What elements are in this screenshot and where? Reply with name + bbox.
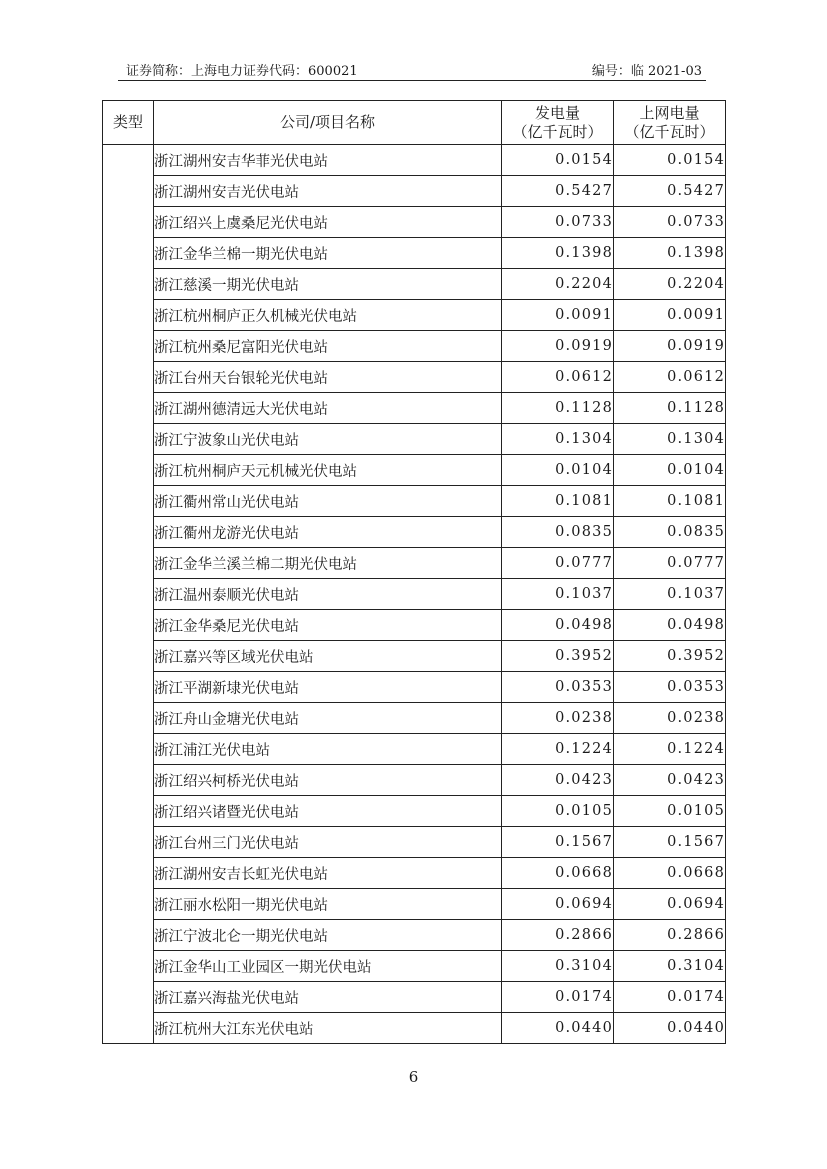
column-header-grid-unit: （亿千瓦时）	[624, 122, 715, 141]
column-header-generation-title: 发电量	[534, 103, 580, 122]
generation-cell: 0.5427	[502, 176, 614, 207]
table-row	[103, 238, 726, 269]
station-name-cell: 浙江宁波象山光伏电站	[154, 424, 502, 455]
power-generation-table	[102, 100, 726, 1044]
column-header-grid	[614, 101, 726, 145]
station-name-cell: 浙江温州泰顺光伏电站	[154, 579, 502, 610]
grid-electricity-cell: 0.0154	[614, 145, 726, 176]
grid-electricity-cell: 0.0612	[614, 362, 726, 393]
table-row	[103, 269, 726, 300]
grid-electricity-cell: 0.0440	[614, 1013, 726, 1044]
generation-cell: 0.0423	[502, 765, 614, 796]
station-name-cell: 浙江金华山工业园区一期光伏电站	[154, 951, 502, 982]
generation-cell: 0.0091	[502, 300, 614, 331]
table-row	[103, 982, 726, 1013]
station-name-cell: 浙江湖州安吉光伏电站	[154, 176, 502, 207]
header-announcement-number: 编号：临 2021-03	[591, 64, 702, 79]
grid-electricity-cell: 0.0668	[614, 858, 726, 889]
table-row	[103, 455, 726, 486]
table-row	[103, 858, 726, 889]
station-name-cell: 浙江杭州桑尼富阳光伏电站	[154, 331, 502, 362]
grid-electricity-cell: 0.2204	[614, 269, 726, 300]
grid-electricity-cell: 0.1128	[614, 393, 726, 424]
station-name-cell: 浙江湖州安吉长虹光伏电站	[154, 858, 502, 889]
grid-electricity-cell: 0.0733	[614, 207, 726, 238]
table-row	[103, 765, 726, 796]
station-name-cell: 浙江嘉兴等区域光伏电站	[154, 641, 502, 672]
station-name-cell: 浙江衢州常山光伏电站	[154, 486, 502, 517]
station-name-cell: 浙江杭州桐庐正久机械光伏电站	[154, 300, 502, 331]
generation-cell: 0.0174	[502, 982, 614, 1013]
generation-cell: 0.1037	[502, 579, 614, 610]
table-row	[103, 207, 726, 238]
generation-cell: 0.0440	[502, 1013, 614, 1044]
generation-cell: 0.1081	[502, 486, 614, 517]
station-name-cell: 浙江杭州大江东光伏电站	[154, 1013, 502, 1044]
generation-cell: 0.0612	[502, 362, 614, 393]
station-name-cell: 浙江杭州桐庐天元机械光伏电站	[154, 455, 502, 486]
station-name-cell: 浙江平湖新埭光伏电站	[154, 672, 502, 703]
generation-cell: 0.0104	[502, 455, 614, 486]
station-name-cell: 浙江台州三门光伏电站	[154, 827, 502, 858]
grid-electricity-cell: 0.1081	[614, 486, 726, 517]
generation-cell: 0.1304	[502, 424, 614, 455]
grid-electricity-cell: 0.0919	[614, 331, 726, 362]
station-name-cell: 浙江台州天台银轮光伏电站	[154, 362, 502, 393]
grid-electricity-cell: 0.1224	[614, 734, 726, 765]
station-name-cell: 浙江浦江光伏电站	[154, 734, 502, 765]
column-header-type: 类型	[103, 101, 154, 145]
grid-electricity-cell: 0.1567	[614, 827, 726, 858]
generation-cell: 0.0498	[502, 610, 614, 641]
page-header	[126, 60, 702, 80]
generation-cell: 0.3104	[502, 951, 614, 982]
table-row	[103, 1013, 726, 1044]
column-header-generation	[502, 101, 614, 145]
generation-cell: 0.1567	[502, 827, 614, 858]
table-row	[103, 951, 726, 982]
header-security-info: 证券简称：上海电力证券代码：600021	[126, 64, 358, 79]
table-row	[103, 548, 726, 579]
grid-electricity-cell: 0.0238	[614, 703, 726, 734]
table-row	[103, 393, 726, 424]
generation-cell: 0.0353	[502, 672, 614, 703]
generation-cell: 0.0668	[502, 858, 614, 889]
grid-electricity-cell: 0.2866	[614, 920, 726, 951]
table-row	[103, 331, 726, 362]
station-name-cell: 浙江绍兴诸暨光伏电站	[154, 796, 502, 827]
grid-electricity-cell: 0.0104	[614, 455, 726, 486]
station-name-cell: 浙江慈溪一期光伏电站	[154, 269, 502, 300]
generation-cell: 0.0777	[502, 548, 614, 579]
table-row	[103, 672, 726, 703]
generation-cell: 0.2204	[502, 269, 614, 300]
generation-cell: 0.0733	[502, 207, 614, 238]
grid-electricity-cell: 0.0423	[614, 765, 726, 796]
column-header-grid-title: 上网电量	[639, 103, 700, 122]
generation-cell: 0.2866	[502, 920, 614, 951]
generation-cell: 0.0154	[502, 145, 614, 176]
generation-cell: 0.0919	[502, 331, 614, 362]
grid-electricity-cell: 0.1304	[614, 424, 726, 455]
station-name-cell: 浙江舟山金塘光伏电站	[154, 703, 502, 734]
table-row	[103, 641, 726, 672]
header-rule	[118, 80, 706, 81]
station-name-cell: 浙江衢州龙游光伏电站	[154, 517, 502, 548]
generation-cell: 0.0835	[502, 517, 614, 548]
generation-cell: 0.1398	[502, 238, 614, 269]
grid-electricity-cell: 0.5427	[614, 176, 726, 207]
table-row	[103, 362, 726, 393]
station-name-cell: 浙江金华桑尼光伏电站	[154, 610, 502, 641]
table-row	[103, 610, 726, 641]
column-header-generation-unit: （亿千瓦时）	[512, 122, 603, 141]
station-name-cell: 浙江丽水松阳一期光伏电站	[154, 889, 502, 920]
grid-electricity-cell: 0.0105	[614, 796, 726, 827]
page-number: 6	[408, 1068, 419, 1086]
station-name-cell: 浙江湖州安吉华菲光伏电站	[154, 145, 502, 176]
grid-electricity-cell: 0.3952	[614, 641, 726, 672]
station-name-cell: 浙江宁波北仑一期光伏电站	[154, 920, 502, 951]
station-name-cell: 浙江绍兴上虞桑尼光伏电站	[154, 207, 502, 238]
generation-cell: 0.1224	[502, 734, 614, 765]
grid-electricity-cell: 0.0835	[614, 517, 726, 548]
table-header-row	[103, 101, 726, 145]
grid-electricity-cell: 0.1398	[614, 238, 726, 269]
table-row	[103, 517, 726, 548]
grid-electricity-cell: 0.0498	[614, 610, 726, 641]
station-name-cell: 浙江金华兰溪兰棉二期光伏电站	[154, 548, 502, 579]
grid-electricity-cell: 0.0694	[614, 889, 726, 920]
table-row	[103, 796, 726, 827]
generation-cell: 0.0238	[502, 703, 614, 734]
table-row	[103, 703, 726, 734]
generation-cell: 0.0694	[502, 889, 614, 920]
grid-electricity-cell: 0.0091	[614, 300, 726, 331]
table-row	[103, 300, 726, 331]
grid-electricity-cell: 0.1037	[614, 579, 726, 610]
table-body	[103, 145, 726, 1044]
table-row	[103, 827, 726, 858]
table-row	[103, 889, 726, 920]
type-cell	[103, 145, 154, 1044]
generation-cell: 0.0105	[502, 796, 614, 827]
table-row	[103, 486, 726, 517]
station-name-cell: 浙江湖州德清远大光伏电站	[154, 393, 502, 424]
grid-electricity-cell: 0.0353	[614, 672, 726, 703]
table-row	[103, 734, 726, 765]
station-name-cell: 浙江嘉兴海盐光伏电站	[154, 982, 502, 1013]
station-name-cell: 浙江绍兴柯桥光伏电站	[154, 765, 502, 796]
grid-electricity-cell: 0.0174	[614, 982, 726, 1013]
table-row	[103, 424, 726, 455]
table-row	[103, 176, 726, 207]
grid-electricity-cell: 0.3104	[614, 951, 726, 982]
table-row	[103, 920, 726, 951]
generation-cell: 0.1128	[502, 393, 614, 424]
station-name-cell: 浙江金华兰棉一期光伏电站	[154, 238, 502, 269]
table-row	[103, 579, 726, 610]
column-header-name: 公司/项目名称	[154, 101, 502, 145]
grid-electricity-cell: 0.0777	[614, 548, 726, 579]
generation-cell: 0.3952	[502, 641, 614, 672]
table-row	[103, 145, 726, 176]
